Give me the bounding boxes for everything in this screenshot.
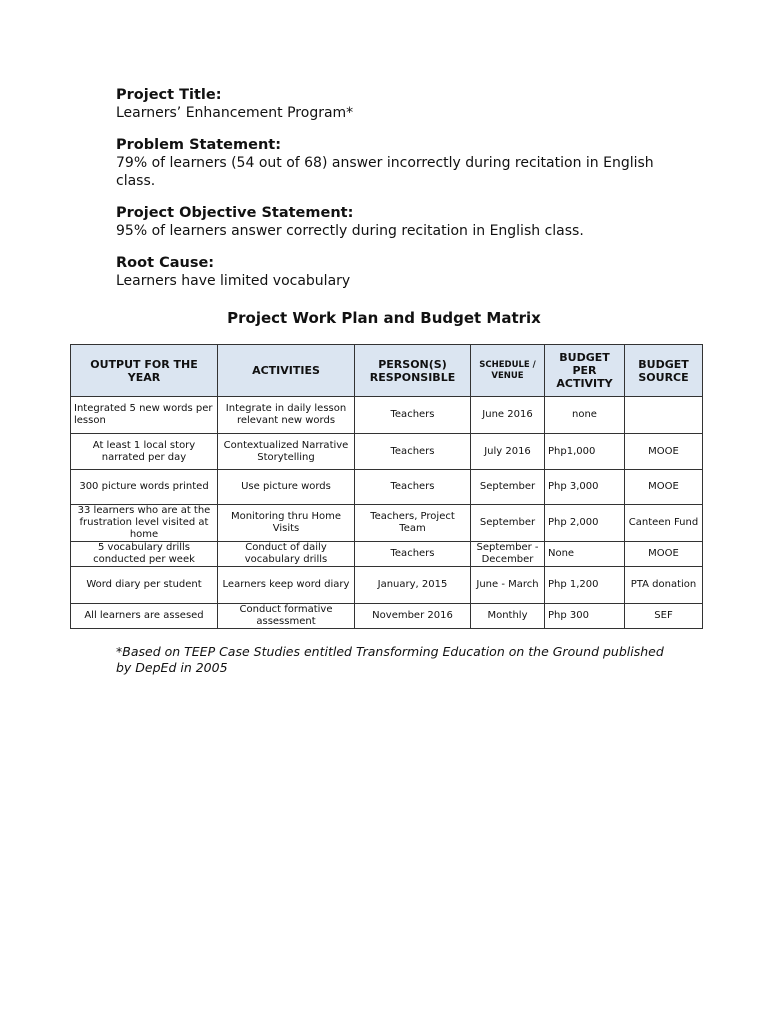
problem-statement-section <box>116 136 716 190</box>
cell-person: Teachers, Project Team <box>355 505 471 542</box>
project-title-label: Project Title: <box>116 87 222 103</box>
table-row <box>71 434 703 470</box>
cell-budget: Php1,000 <box>545 434 625 470</box>
cell-person: Teachers <box>355 397 471 434</box>
cell-output: 5 vocabulary drills conducted per week <box>71 542 218 567</box>
cell-output: Integrated 5 new words per lesson <box>71 397 218 434</box>
cell-activity: Conduct of daily vocabulary drills <box>218 542 355 567</box>
objective-label: Project Objective Statement: <box>116 205 354 221</box>
document-body <box>116 86 716 304</box>
cell-output: At least 1 local story narrated per day <box>71 434 218 470</box>
cell-person: Teachers <box>355 542 471 567</box>
cell-source: PTA donation <box>625 567 703 604</box>
cell-output: All learners are assesed <box>71 604 218 629</box>
cell-activity: Contextualized Narrative Storytelling <box>218 434 355 470</box>
table-row <box>71 604 703 629</box>
cell-budget: None <box>545 542 625 567</box>
cell-person: Teachers <box>355 470 471 505</box>
objective-text: 95% of learners answer correctly during recitation in English class. <box>116 223 584 239</box>
cell-person: November 2016 <box>355 604 471 629</box>
table-row <box>71 505 703 542</box>
header-source: BUDGET SOURCE <box>625 345 703 397</box>
header-activities: ACTIVITIES <box>218 345 355 397</box>
cell-schedule: September <box>471 505 545 542</box>
cell-schedule: July 2016 <box>471 434 545 470</box>
cell-budget: none <box>545 397 625 434</box>
project-title-section <box>116 86 716 122</box>
cell-output: 300 picture words printed <box>71 470 218 505</box>
cell-source <box>625 397 703 434</box>
header-output: OUTPUT FOR THE YEAR <box>71 345 218 397</box>
footnote: *Based on TEEP Case Studies entitled Transforming Education on the Ground published by DepEd in 2005 <box>116 644 664 675</box>
problem-statement-text: 79% of learners (54 out of 68) answer incorrectly during recitation in English class. <box>116 155 654 189</box>
cell-person: Teachers <box>355 434 471 470</box>
table-header-row <box>71 345 703 397</box>
cell-activity: Use picture words <box>218 470 355 505</box>
root-cause-section <box>116 254 716 290</box>
project-title-text: Learners’ Enhancement Program* <box>116 105 354 121</box>
cell-activity: Learners keep word diary <box>218 567 355 604</box>
root-cause-text: Learners have limited vocabulary <box>116 273 351 289</box>
problem-statement-label: Problem Statement: <box>116 137 282 153</box>
cell-person: January, 2015 <box>355 567 471 604</box>
table-row <box>71 397 703 434</box>
cell-budget: Php 2,000 <box>545 505 625 542</box>
cell-source: MOOE <box>625 542 703 567</box>
work-plan-table <box>70 344 703 629</box>
header-schedule: SCHEDULE / VENUE <box>471 345 545 397</box>
matrix-title: Project Work Plan and Budget Matrix <box>227 309 541 327</box>
cell-source: SEF <box>625 604 703 629</box>
cell-schedule: September <box>471 470 545 505</box>
cell-schedule: September -December <box>471 542 545 567</box>
cell-source: Canteen Fund <box>625 505 703 542</box>
cell-schedule: June - March <box>471 567 545 604</box>
cell-source: MOOE <box>625 470 703 505</box>
table-row <box>71 567 703 604</box>
table-row <box>71 470 703 505</box>
cell-activity: Integrate in daily lesson relevant new words <box>218 397 355 434</box>
cell-budget: Php 1,200 <box>545 567 625 604</box>
table-row <box>71 542 703 567</box>
objective-section <box>116 204 716 240</box>
cell-output: Word diary per student <box>71 567 218 604</box>
header-persons: PERSON(S) RESPONSIBLE <box>355 345 471 397</box>
cell-budget: Php 3,000 <box>545 470 625 505</box>
cell-schedule: Monthly <box>471 604 545 629</box>
cell-output: 33 learners who are at the frustration level visited at home <box>71 505 218 542</box>
cell-source: MOOE <box>625 434 703 470</box>
cell-activity: Conduct formative assessment <box>218 604 355 629</box>
cell-schedule: June 2016 <box>471 397 545 434</box>
root-cause-label: Root Cause: <box>116 255 215 271</box>
cell-activity: Monitoring thru Home Visits <box>218 505 355 542</box>
cell-budget: Php 300 <box>545 604 625 629</box>
header-budget: BUDGET PER ACTIVITY <box>545 345 625 397</box>
